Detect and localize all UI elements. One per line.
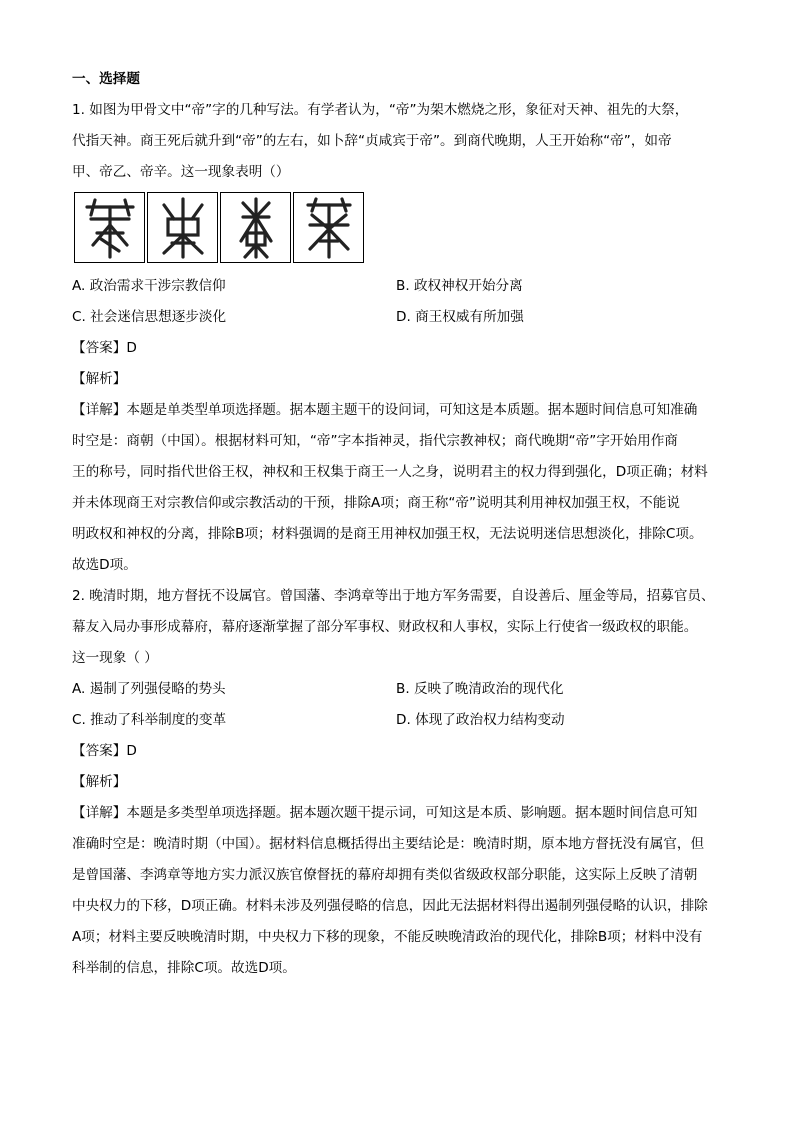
question-2-detail-line-4: 中央权力的下移，D项正确。材料未涉及列强侵略的信息，因此无法据材料得出遏制列强侵略的认识，排除 bbox=[72, 898, 708, 914]
question-1-detail-line-5: 明政权和神权的分离，排除B项；材料强调的是商王用神权加强王权，无法说明迷信思想淡化，排除C项。 bbox=[72, 526, 703, 542]
question-1-option-d[interactable]: D. 商王权威有所加强 bbox=[396, 309, 524, 325]
question-1-options-row-1 bbox=[72, 271, 722, 302]
question-2-stem-line-2: 幕友入局办事形成幕府，幕府逐渐掌握了部分军事权、财政权和人事权，实际上行使省一级政权的职能。 bbox=[72, 619, 698, 635]
question-2-options-row-1 bbox=[72, 674, 722, 705]
question-2-detail-line-5: A项；材料主要反映晚清时期，中央权力下移的现象，不能反映晚清政治的现代化，排除B项；材料中没有 bbox=[72, 929, 703, 945]
question-1-stem-line-2: 代指天神。商王死后就升到“帝”的左右，如卜辞“贞咸宾于帝”。到商代晚期，人王开始称“帝”，如帝 bbox=[72, 133, 672, 149]
oracle-di-variant-2-icon bbox=[150, 195, 216, 261]
question-2-detail-line-6: 科举制的信息，排除C项。故选D项。 bbox=[72, 960, 296, 976]
question-1-detail-line-2: 时空是：商朝（中国）。根据材料可知，“帝”字本指神灵，指代宗教神权；商代晚期“帝”字开始用作商 bbox=[72, 433, 678, 449]
question-1-stem-line-3: 甲、帝乙、帝辛。这一现象表明（） bbox=[72, 164, 290, 180]
oracle-di-glyph-4 bbox=[293, 192, 364, 263]
question-2-options-row-2 bbox=[72, 705, 722, 736]
oracle-di-variant-3-icon bbox=[223, 195, 289, 261]
question-1 bbox=[72, 95, 722, 581]
question-1-options-row-2 bbox=[72, 302, 722, 333]
question-2-option-c[interactable]: C. 推动了科举制度的变革 bbox=[72, 712, 227, 728]
question-2-stem-line-1: 2. 晚清时期，地方督抚不设属官。曾国藩、李鸿章等出于地方军务需要，自设善后、厘金等局，招募官员、 bbox=[72, 588, 715, 604]
question-1-analysis-label: 【解析】 bbox=[72, 371, 127, 387]
oracle-di-variant-1-icon bbox=[77, 195, 143, 261]
question-1-detail-line-4: 并未体现商王对宗教信仰或宗教活动的干预，排除A项；商王称“帝”说明其利用神权加强王权，不能说 bbox=[72, 495, 680, 511]
oracle-bone-figure bbox=[74, 192, 722, 263]
question-2-answer: 【答案】D bbox=[72, 743, 137, 759]
question-1-detail-line-3: 王的称号，同时指代世俗王权，神权和王权集于商王一人之身，说明君主的权力得到强化，D项正确；材料 bbox=[72, 464, 708, 480]
oracle-di-glyph-1 bbox=[74, 192, 145, 263]
oracle-di-glyph-3 bbox=[220, 192, 291, 263]
question-1-detail-line-6: 故选D项。 bbox=[72, 557, 137, 573]
question-2-detail-line-3: 是曾国藩、李鸿章等地方实力派汉族官僚督抚的幕府却拥有类似省级政权部分职能，这实际上反映了清朝 bbox=[72, 867, 698, 883]
question-1-option-b[interactable]: B. 政权神权开始分离 bbox=[396, 278, 523, 294]
oracle-di-glyph-2 bbox=[147, 192, 218, 263]
question-2-stem-line-3: 这一现象（ ） bbox=[72, 650, 158, 666]
question-1-answer: 【答案】D bbox=[72, 340, 137, 356]
document-content bbox=[72, 64, 722, 984]
question-2-analysis-label: 【解析】 bbox=[72, 774, 127, 790]
question-1-stem-line-1: 1. 如图为甲骨文中“帝”字的几种写法。有学者认为，“帝”为架木燃烧之形，象征对天神、祖先的大祭， bbox=[72, 102, 689, 118]
question-2-detail-line-1: 【详解】本题是多类型单项选择题。据本题次题干提示词，可知这是本质、影响题。据本题时间信息可知 bbox=[72, 805, 698, 821]
question-1-option-a[interactable]: A. 政治需求干涉宗教信仰 bbox=[72, 278, 226, 294]
question-2-option-a[interactable]: A. 遏制了列强侵略的势头 bbox=[72, 681, 226, 697]
question-2-detail-line-2: 准确时空是：晚清时期（中国）。据材料信息概括得出主要结论是：晚清时期，原本地方督抚没有属官，但 bbox=[72, 836, 705, 852]
question-2-option-d[interactable]: D. 体现了政治权力结构变动 bbox=[396, 712, 565, 728]
question-1-detail-line-1: 【详解】本题是单类型单项选择题。据本题主题干的设问词，可知这是本质题。据本题时间信息可知准确 bbox=[72, 402, 698, 418]
question-2 bbox=[72, 581, 722, 984]
section-title: 一、选择题 bbox=[72, 71, 140, 87]
question-1-option-c[interactable]: C. 社会迷信思想逐步淡化 bbox=[72, 309, 227, 325]
oracle-di-variant-4-icon bbox=[296, 195, 362, 261]
question-2-option-b[interactable]: B. 反映了晚清政治的现代化 bbox=[396, 681, 564, 697]
